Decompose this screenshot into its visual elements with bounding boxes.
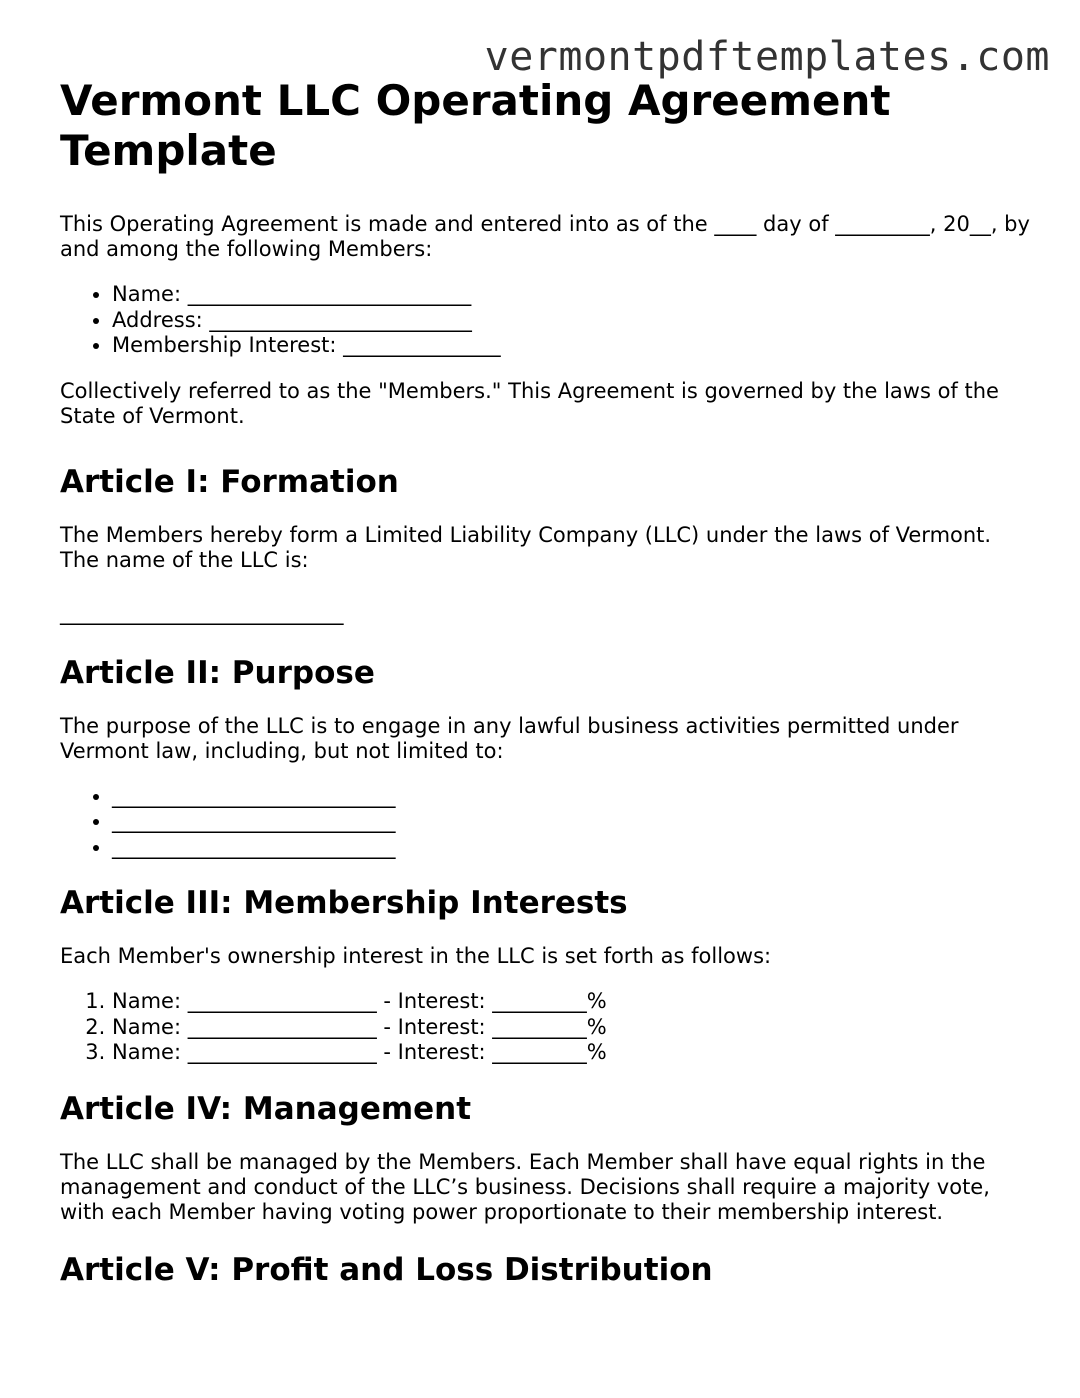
member-fields-list bbox=[60, 282, 1030, 359]
member-field-name: • Name: ___________________________ bbox=[112, 282, 1030, 308]
article-membership-heading: Article III: Membership Interests bbox=[60, 885, 628, 921]
article-management-heading: Article IV: Management bbox=[60, 1090, 472, 1127]
member-field-interest: • Membership Interest: _______________ bbox=[112, 333, 1030, 359]
purpose-item: • ___________________________ bbox=[112, 809, 1030, 835]
purpose-item: • ___________________________ bbox=[112, 784, 1030, 810]
document-title: Vermont LLC Operating Agreement Template bbox=[60, 76, 891, 175]
collective-paragraph: Collectively referred to as the "Members." This Agreement is governed by the laws of the State of Vermont. bbox=[60, 378, 999, 428]
purpose-item: • ___________________________ bbox=[112, 835, 1030, 861]
article-formation-body: The Members hereby form a Limited Liability Company (LLC) under the laws of Vermont. The name of the LLC is: bbox=[60, 522, 992, 572]
membership-interest-item: 1. Name: __________________ - Interest: _________% bbox=[112, 989, 1030, 1015]
article-management-body: The LLC shall be managed by the Members. Each Member shall have equal rights in the management and conduct of the LLC’s business. Decisions shall require a majority vote, with each Member having voting power proportionate to their membership interest. bbox=[60, 1149, 990, 1224]
article-profit-loss-heading: Article V: Profit and Loss Distribution bbox=[60, 1251, 713, 1288]
membership-interest-list bbox=[60, 989, 1030, 1066]
document-page bbox=[60, 76, 1030, 1311]
watermark-site-name: vermontpdftemplates.com bbox=[484, 34, 1050, 80]
member-field-address: • Address: _________________________ bbox=[112, 308, 1030, 334]
purpose-list bbox=[60, 784, 1030, 861]
article-formation-heading: Article I: Formation bbox=[60, 463, 399, 500]
article-purpose-heading: Article II: Purpose bbox=[60, 654, 375, 691]
membership-interest-item: 2. Name: __________________ - Interest: _________% bbox=[112, 1015, 1030, 1041]
membership-interest-item: 3. Name: __________________ - Interest: _________% bbox=[112, 1040, 1030, 1066]
article-membership-body: Each Member's ownership interest in the LLC is set forth as follows: bbox=[60, 944, 772, 968]
llc-name-blank: ___________________________ bbox=[60, 600, 344, 625]
article-purpose-body: The purpose of the LLC is to engage in any lawful business activities permitted under Vermont law, including, but not limited to: bbox=[60, 713, 959, 763]
intro-paragraph: This Operating Agreement is made and entered into as of the ____ day of _________, 20__, by and among the following Members: bbox=[60, 212, 1030, 261]
